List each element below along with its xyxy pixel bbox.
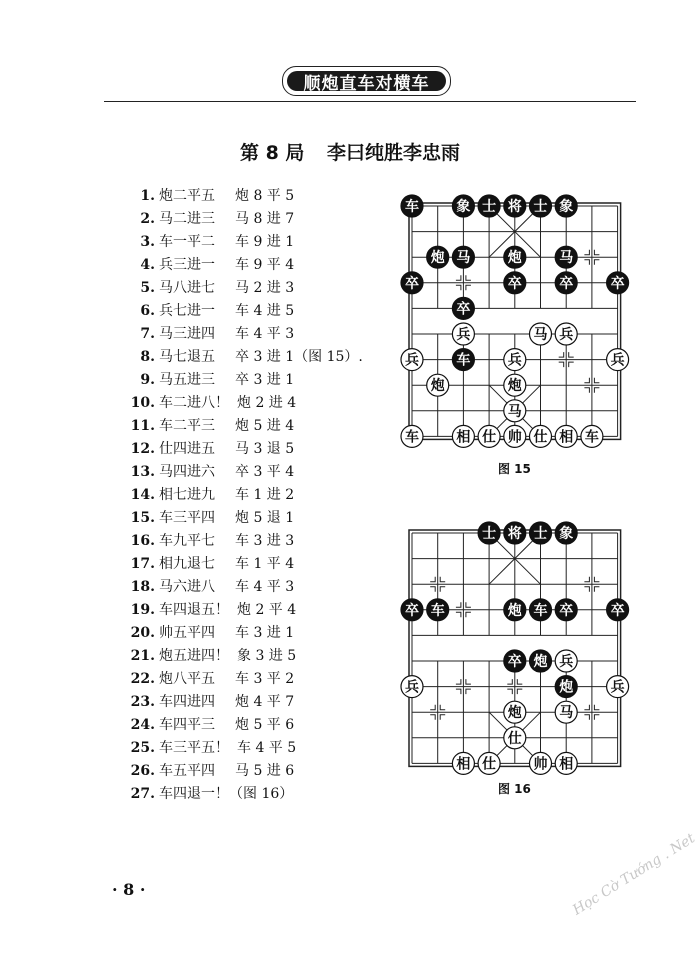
move-number: 17. [130,556,155,572]
black-move: 炮 8 平 5 [235,188,295,204]
piece-label: 炮 [430,378,445,395]
red-piece [401,349,423,371]
move-row [115,369,385,392]
red-move: 车九平七 [159,533,215,549]
move-row [115,346,385,369]
piece-label: 车 [456,352,471,369]
move-number: 12. [130,441,155,457]
move-number: 15. [130,510,155,526]
red-piece [555,752,577,774]
red-piece [504,727,526,749]
game-title [0,138,700,165]
black-piece [504,195,526,217]
black-move: 卒 3 进 1（图 15）. [235,349,363,365]
black-move: 卒 3 进 1 [235,372,295,388]
black-piece [530,195,552,217]
watermark: Học Cờ Tướng . Net [570,830,698,919]
piece-label: 兵 [405,679,419,696]
move-number: 13. [130,464,155,480]
move-number: 7. [140,326,155,342]
piece-label: 帅 [533,756,548,773]
black-piece [530,599,552,621]
piece-label: 卒 [559,602,574,619]
black-piece [504,246,526,268]
red-piece [581,425,603,447]
piece-label: 相 [456,756,471,773]
piece-label: 卒 [559,275,574,292]
red-move: 车四平三 [159,717,215,733]
piece-label: 兵 [559,654,574,670]
move-row [115,737,385,760]
game-label: 第 8 局 [239,142,305,164]
red-piece [478,752,500,774]
move-row [115,300,385,323]
red-move: 马五进三 [159,372,215,388]
piece-label: 炮 [533,654,548,670]
red-move: 炮八平五 [159,671,215,687]
piece-label: 车 [584,429,599,446]
piece-label: 象 [559,199,574,215]
move-number: 21. [130,648,155,664]
black-move: 车 3 进 3 [235,533,295,549]
piece-label: 车 [533,602,548,619]
board-grid [392,513,637,783]
piece-label: 兵 [610,679,625,696]
black-move: 炮 5 进 4 [235,418,295,434]
move-row [115,622,385,645]
red-piece [504,349,526,371]
header-title: 顺炮直车对横车 [287,71,446,91]
black-move: 炮 4 平 7 [235,694,295,710]
black-piece [555,522,577,544]
red-move: 炮二平五 [159,188,215,204]
red-move: 兵七进一 [159,303,215,319]
header-tab [282,66,451,96]
piece-label: 相 [559,756,574,773]
black-piece [530,650,552,672]
move-row [115,392,385,415]
move-row [115,208,385,231]
piece-label: 兵 [405,352,419,369]
black-piece [452,349,474,371]
red-move: 车四进四 [159,694,215,710]
red-move: 相七进九 [159,487,215,503]
piece-label: 卒 [405,602,419,619]
red-move: 车三平五！ [159,740,229,756]
move-row [115,553,385,576]
black-piece [452,195,474,217]
move-number: 9. [140,372,155,388]
piece-label: 卒 [507,654,522,670]
black-move: 车 4 进 5 [235,303,295,319]
move-row [115,507,385,530]
piece-label: 仕 [507,730,522,747]
move-row [115,461,385,484]
red-piece [555,650,577,672]
black-move: 炮 5 退 1 [235,510,295,526]
move-number: 2. [140,211,155,227]
move-number: 27. [130,786,155,802]
black-piece [504,599,526,621]
black-move: 车 4 平 3 [235,326,295,342]
piece-label: 兵 [559,327,574,343]
move-row [115,231,385,254]
move-number: 20. [130,625,155,641]
black-piece [555,676,577,698]
move-number: 3. [140,234,155,250]
board-caption-15: 图 15 [498,462,531,476]
piece-label: 车 [405,429,419,446]
black-piece [607,272,629,294]
red-move: 帅五平四 [159,625,215,641]
black-piece [555,246,577,268]
black-move: 马 5 进 6 [235,763,295,779]
page-number: · 8 · [112,880,146,899]
piece-label: 车 [405,199,419,215]
red-move: 车一平二 [159,234,215,250]
piece-label: 炮 [507,250,522,267]
piece-label: 士 [482,526,497,542]
piece-label: 将 [507,526,522,542]
move-list [115,185,385,806]
black-move: 卒 3 平 4 [235,464,295,480]
red-piece [478,425,500,447]
move-number: 8. [140,349,155,365]
move-number: 10. [130,395,155,411]
red-move: 仕四进五 [159,441,215,457]
red-piece [401,676,423,698]
red-piece [427,374,449,396]
red-move: 马六进八 [159,579,215,595]
black-move: 车 3 进 1 [235,625,295,641]
piece-label: 卒 [405,275,419,292]
piece-label: 车 [430,602,445,619]
red-move: 马八进七 [159,280,215,296]
piece-label: 兵 [507,352,522,369]
board-grid [392,186,637,456]
move-row [115,185,385,208]
black-move: 车 9 平 4 [235,257,295,273]
piece-label: 士 [482,199,497,215]
red-move: 马三进四 [159,326,215,342]
red-move: 车二进八！ [159,395,229,411]
piece-label: 士 [533,526,548,542]
red-piece [452,323,474,345]
move-number: 5. [140,280,155,296]
move-row [115,645,385,668]
red-piece [607,349,629,371]
piece-label: 帅 [507,429,522,446]
piece-label: 象 [559,526,574,542]
red-move: 马七退五 [159,349,215,365]
piece-label: 卒 [507,275,522,292]
red-move: 相九退七 [159,556,215,572]
red-piece [555,701,577,723]
black-move: 车 4 平 5 [237,740,297,756]
board-diagram-16 [392,513,637,783]
piece-label: 马 [559,705,574,722]
black-piece [452,297,474,319]
black-piece [555,599,577,621]
piece-label: 炮 [430,250,445,267]
black-piece [427,599,449,621]
move-number: 24. [130,717,155,733]
red-piece [401,425,423,447]
piece-label: 士 [533,199,548,215]
piece-label: 卒 [610,602,625,619]
piece-label: 炮 [507,602,522,619]
black-piece [478,522,500,544]
black-piece [401,272,423,294]
black-piece [555,272,577,294]
move-number: 6. [140,303,155,319]
piece-label: 仕 [533,429,548,446]
red-move: 车三平四 [159,510,215,526]
black-move: 车 1 平 4 [235,556,295,572]
red-move: 车二平三 [159,418,215,434]
move-number: 14. [130,487,155,503]
black-move: 炮 2 进 4 [237,395,297,411]
move-number: 26. [130,763,155,779]
black-piece [504,522,526,544]
red-piece [530,323,552,345]
move-number: 4. [140,257,155,273]
move-row [115,599,385,622]
piece-label: 马 [507,403,522,420]
black-move: 象 3 进 5 [237,648,297,664]
red-piece [607,676,629,698]
move-number: 18. [130,579,155,595]
move-row [115,760,385,783]
black-move: 车 3 平 2 [235,671,295,687]
red-move: 马二进三 [159,211,215,227]
move-row [115,438,385,461]
piece-label: 炮 [559,679,574,696]
black-piece [504,650,526,672]
black-piece [555,195,577,217]
black-move: 车 1 进 2 [235,487,295,503]
red-piece [504,701,526,723]
move-row [115,323,385,346]
red-piece [555,425,577,447]
piece-label: 炮 [507,378,522,395]
red-move: 炮五进四！ [159,648,229,664]
red-piece [452,752,474,774]
red-move: 车四退五！ [159,602,229,618]
red-piece [504,400,526,422]
move-row [115,714,385,737]
black-piece [607,599,629,621]
black-piece [427,246,449,268]
move-number: 16. [130,533,155,549]
black-move: 车 9 进 1 [235,234,295,250]
header-rule [104,101,636,102]
move-number: 19. [130,602,155,618]
piece-label: 将 [507,199,522,215]
red-move: 兵三进一 [159,257,215,273]
black-move: 车 4 平 3 [235,579,295,595]
game-players: 李曰纯胜李忠雨 [327,142,461,164]
red-move: 马四进六 [159,464,215,480]
black-move: 马 8 进 7 [235,211,295,227]
piece-label: 仕 [482,429,497,446]
red-piece [504,374,526,396]
board-caption-16: 图 16 [498,782,531,796]
red-piece [530,752,552,774]
board-diagram-15 [392,186,637,456]
move-number: 25. [130,740,155,756]
black-piece [401,195,423,217]
black-piece [452,246,474,268]
move-row [115,254,385,277]
move-row [115,691,385,714]
red-move: 车四退一！（图 16） [159,786,294,802]
black-move: 炮 5 平 6 [235,717,295,733]
piece-label: 相 [559,429,574,446]
move-row [115,783,385,806]
move-row [115,484,385,507]
move-row [115,576,385,599]
piece-label: 马 [533,327,548,343]
black-move: 炮 2 平 4 [237,602,297,618]
piece-label: 仕 [482,756,497,773]
piece-label: 卒 [610,275,625,292]
move-number: 23. [130,694,155,710]
piece-label: 象 [456,199,471,215]
black-piece [504,272,526,294]
piece-label: 卒 [456,301,471,318]
move-number: 22. [130,671,155,687]
move-row [115,415,385,438]
red-piece [452,425,474,447]
piece-label: 兵 [610,352,625,369]
black-move: 马 3 退 5 [235,441,295,457]
black-piece [401,599,423,621]
red-piece [530,425,552,447]
black-piece [530,522,552,544]
red-piece [555,323,577,345]
move-number: 11. [130,418,155,434]
move-row [115,277,385,300]
piece-label: 马 [456,250,471,267]
piece-label: 兵 [456,327,471,343]
red-piece [504,425,526,447]
move-row [115,668,385,691]
black-move: 马 2 进 3 [235,280,295,296]
black-piece [478,195,500,217]
move-number: 1. [140,188,155,204]
piece-label: 炮 [507,705,522,722]
move-row [115,530,385,553]
red-move: 车五平四 [159,763,215,779]
piece-label: 马 [559,250,574,267]
piece-label: 相 [456,429,471,446]
